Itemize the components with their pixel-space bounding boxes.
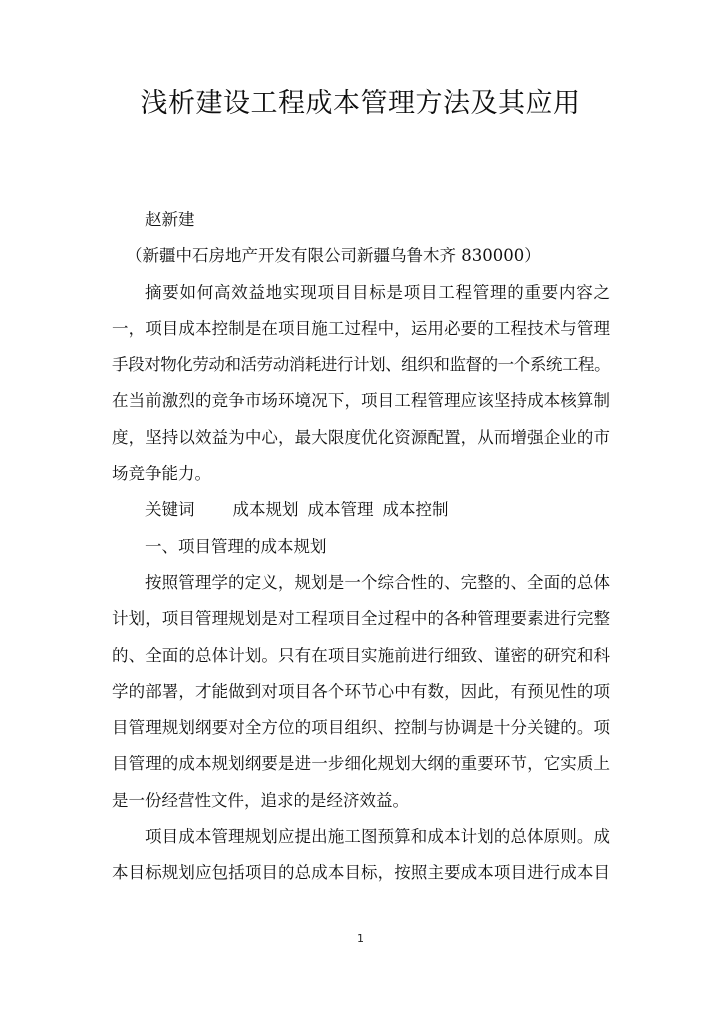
- keyword: 成本规划: [232, 500, 299, 520]
- keywords-line: [112, 492, 610, 528]
- keyword: 成本控制: [382, 500, 449, 520]
- document-body: [112, 202, 610, 892]
- section-paragraph: [112, 565, 610, 819]
- section-heading: 一、项目管理的成本规划: [145, 536, 327, 556]
- abstract-line: 在当前激烈的竞争市场环境况下，项目工程管理应该坚持成本核算制: [112, 391, 610, 411]
- abstract-paragraph: [112, 275, 610, 493]
- keyword: 成本管理: [307, 500, 374, 520]
- abstract-line: 摘要如何高效益地实现项目目标是项目工程管理的重要内容之: [145, 282, 610, 302]
- paragraph-line: 目管理规划纲要对全方位的项目组织、控制与协调是十分关键的。项: [112, 718, 610, 738]
- page-number: 1: [357, 932, 364, 945]
- paragraph-line: 本目标规划应包括项目的总成本目标，按照主要成本项目进行成本目: [112, 863, 610, 883]
- abstract-line: 度，坚持以效益为中心，最大限度优化资源配置，从而增强企业的市: [112, 427, 610, 447]
- paragraph-line: 项目成本管理规划应提出施工图预算和成本计划的总体原则。成: [145, 827, 610, 847]
- abstract-line: 一，项目成本控制是在项目施工过程中，运用必要的工程技术与管理: [112, 318, 610, 338]
- paragraph-line: 是一份经营性文件，追求的是经济效益。: [112, 790, 409, 810]
- document-title: 浅析建设工程成本管理方法及其应用: [140, 88, 581, 119]
- author-name: 赵新建: [145, 210, 195, 229]
- paragraph-line: 学的部署，才能做到对项目各个环节心中有数，因此，有预见性的项: [112, 681, 610, 701]
- author-affiliation: （新疆中石房地产开发有限公司新疆乌鲁木齐 830000）: [126, 246, 541, 266]
- section-paragraph: [112, 819, 610, 892]
- abstract-line: 手段对物化劳动和活劳动消耗进行计划、组织和监督的一个系统工程。: [112, 355, 610, 375]
- paragraph-line: 按照管理学的定义，规划是一个综合性的、完整的、全面的总体: [145, 572, 610, 592]
- paragraph-line: 计划，项目管理规划是对工程项目全过程中的各种管理要素进行完整: [112, 609, 610, 629]
- paragraph-line: 目管理的成本规划纲要是进一步细化规划大纲的重要环节，它实质上: [112, 754, 610, 774]
- paragraph-line: 的、全面的总体计划。只有在项目实施前进行细致、谨密的研究和科: [112, 645, 610, 665]
- abstract-line: 场竞争能力。: [112, 464, 211, 484]
- keywords-label: 关键词: [145, 500, 195, 520]
